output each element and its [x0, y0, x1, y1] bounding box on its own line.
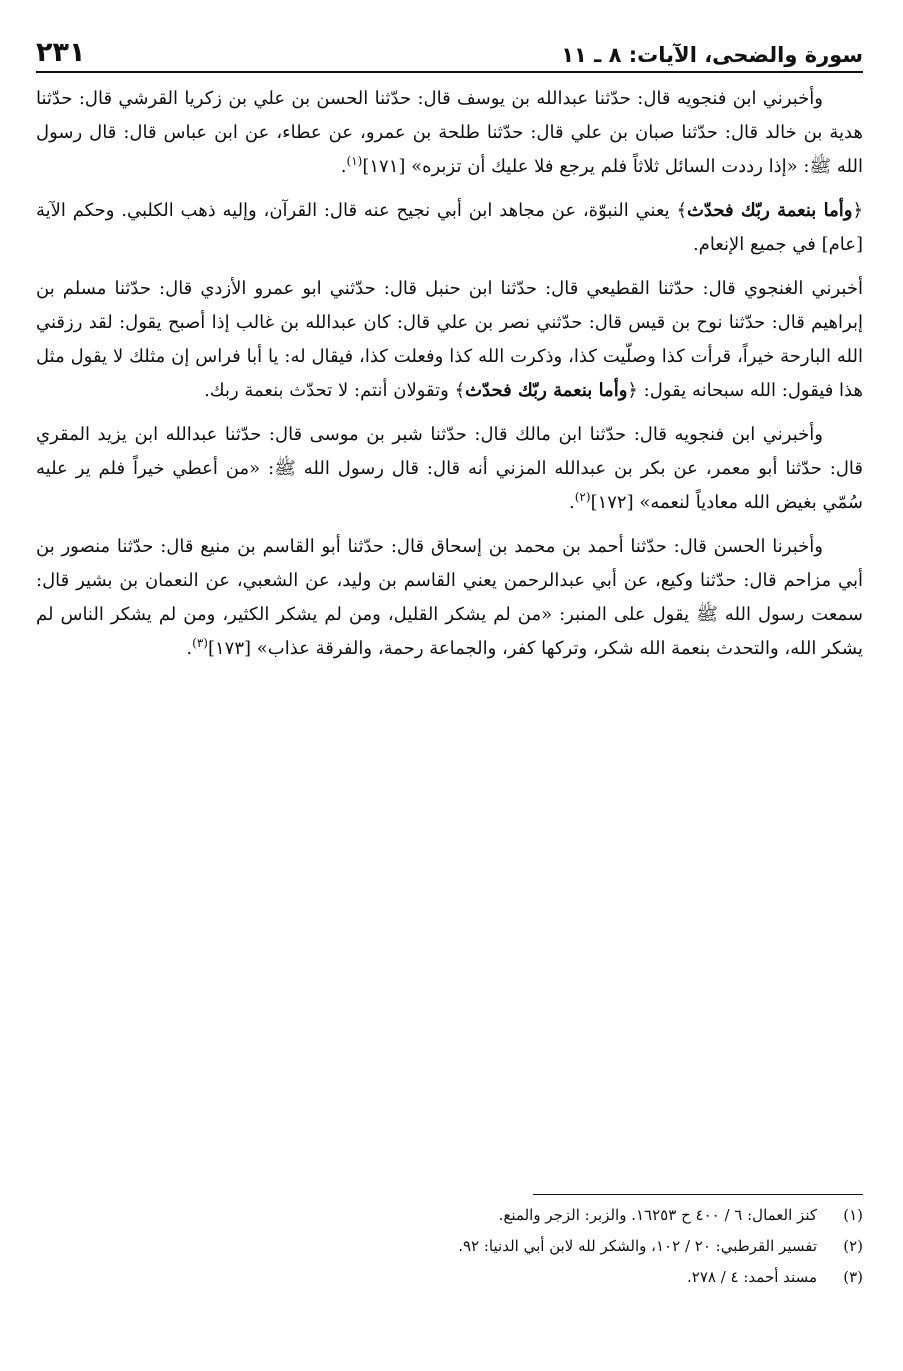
footnote-number: (٢) [843, 1237, 863, 1255]
quran-open-bracket: ﴿ [852, 200, 863, 221]
footnote-3 [36, 1262, 863, 1293]
footnote-2 [36, 1231, 863, 1262]
paragraph-3 [36, 272, 863, 408]
footnote-ref-2[interactable]: (٢) [574, 490, 591, 504]
footnote-text: كنز العمال: ٦ / ٤٠٠ ح ١٦٢٥٣. والزبر: الزجر والمنع. [498, 1206, 817, 1224]
footnote-text: مسند أحمد: ٤ / ٢٧٨. [686, 1268, 817, 1286]
footnote-ref-1[interactable]: (١) [346, 154, 363, 168]
surah-header-title: سورة والضحى، الآيات: ٨ ـ ١١ [561, 43, 863, 67]
quran-close-bracket: ﴾ [454, 380, 466, 401]
paragraph-1 [36, 82, 863, 184]
paragraph-4 [36, 418, 863, 520]
footnote-text: تفسير القرطبي: ٢٠ / ١٠٢، والشكر لله لابن أبي الدنيا: ٩٢. [458, 1237, 817, 1255]
paragraph-1-text: وأخبرني ابن فنجويه قال: حدّثنا عبدالله بن يوسف قال: حدّثنا الحسن بن علي بن زكريا القرشي قال: حدّثنا هدية بن خالد قال: حدّثنا صبان بن علي قال: حدّثنا طلحة بن عمرو، عن عطاء، عن ابن عباس قال: قال رسول الله ﷺ: «إذا رددت السائل ثلاثاً فلم يرجع فلا عليك أن تزبره» [١٧١] [36, 88, 863, 177]
header-rule [36, 71, 863, 73]
footnote-number: (٣) [843, 1268, 863, 1286]
page-number: ٢٣١ [36, 37, 86, 68]
quran-verse: وأما بنعمة ربّك فحدّث [686, 200, 853, 221]
main-text [36, 82, 863, 676]
paragraph-1-end: . [340, 156, 347, 177]
footnote-separator [533, 1194, 863, 1195]
paragraph-5 [36, 530, 863, 666]
paragraph-4-end: . [569, 492, 575, 513]
paragraph-3-text-b: وتقولان أنتم: لا تحدّث بنعمة ربك. [204, 380, 455, 401]
paragraph-5-text: وأخبرنا الحسن قال: حدّثنا أحمد بن محمد بن إسحاق قال: حدّثنا أبو القاسم بن منيع قال: حدّثنا منصور بن أبي مزاحم قال: حدّثنا وكيع، عن أبي عبدالرحمن يعني القاسم بن وليد، عن الشعبي، عن النعمان بن بشير قال: سمعت رسول الله ﷺ يقول على المنبر: «من لم يشكر القليل، ومن لم يشكر الكثير، ومن لم يشكر الناس لم يشكر الله، والتحدث بنعمة الله شكر، وتركها كفر، والجماعة رحمة، والفرقة عذاب» [١٧٣] [36, 536, 863, 659]
quran-close-bracket: ﴾ [676, 200, 687, 221]
paragraph-2 [36, 194, 863, 262]
paragraph-4-text: وأخبرني ابن فنجويه قال: حدّثنا ابن مالك قال: حدّثنا شبر بن موسى قال: حدّثنا عبدالله ابن يزيد المقري قال: حدّثنا أبو معمر، عن بكر بن عبدالله المزني أنه قال: قال رسول الله ﷺ: «من أعطي خيراً فلم ير عليه سُمّي بغيض الله معادياً لنعمه» [١٧٢] [36, 424, 863, 513]
footnote-ref-3[interactable]: (٣) [192, 636, 208, 650]
footnote-1 [36, 1200, 863, 1231]
footnote-number: (١) [843, 1206, 863, 1224]
running-header [36, 28, 863, 70]
footnotes [36, 1200, 863, 1293]
paragraph-2-text: يعني النبوّة، عن مجاهد ابن أبي نجيح عنه قال: القرآن، وإليه ذهب الكلبي. وحكم الآية [عام] في جميع الإنعام. [36, 200, 863, 255]
paragraph-5-end: . [186, 638, 193, 659]
quran-verse: وأما بنعمة ربّك فحدّث [465, 380, 628, 401]
paragraph-3-text-a: أخبرني الغنجوي قال: حدّثنا القطيعي قال: حدّثنا ابن حنبل قال: حدّثني ابو عمرو الأزدي قال: حدّثنا مسلم بن إبراهيم قال: حدّثنا نوح بن قيس قال: حدّثني نصر بن علي قال: كان عبدالله بن غالب إذا أصبح يقول: لقد رزقني الله البارحة خيراً، قرأت كذا وصلّيت كذا، وذكرت الله كذا وفعلت كذا، فيقال له: يا أبا فراس إن مثلك لا يقول مثل هذا فيقول: الله سبحانه يقول: [36, 278, 863, 401]
quran-open-bracket: ﴿ [627, 380, 638, 401]
